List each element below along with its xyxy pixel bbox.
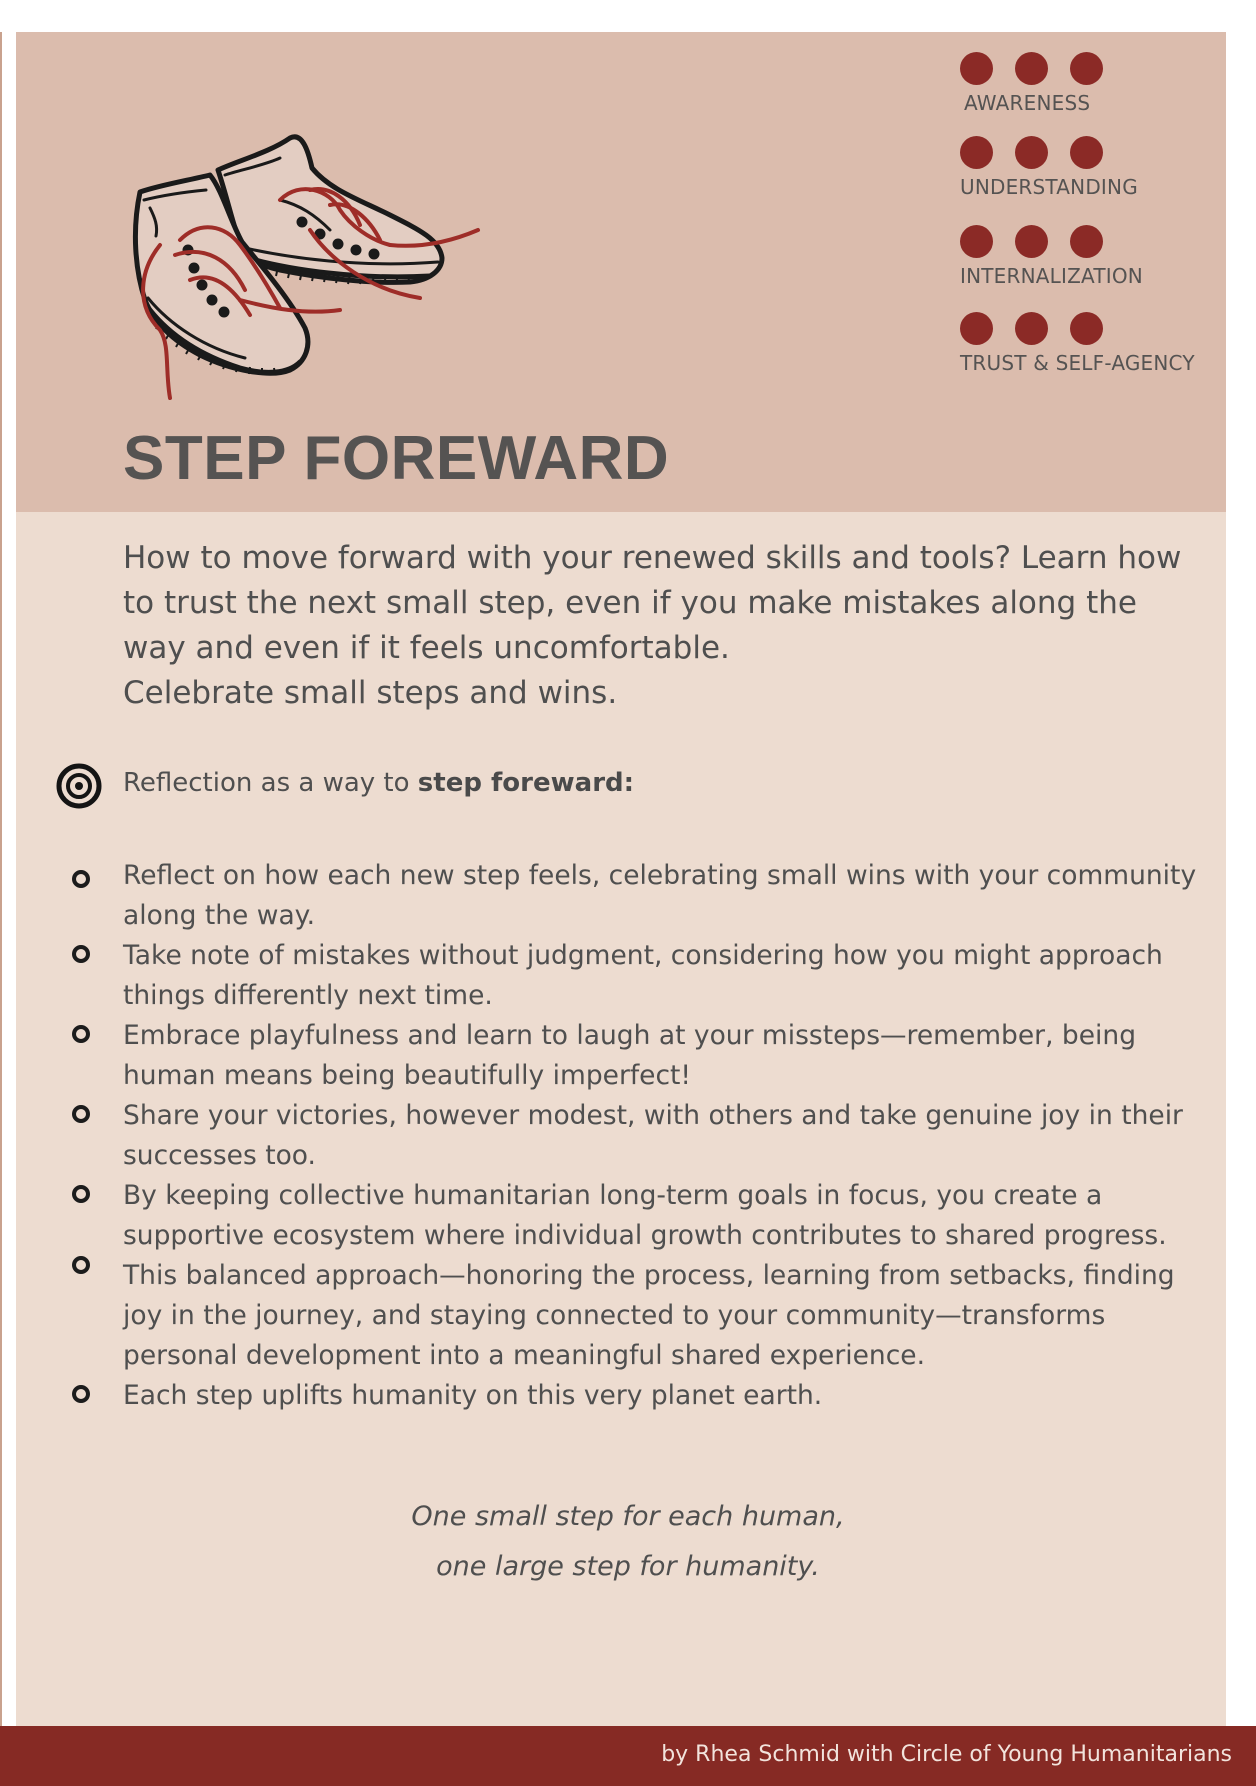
reflection-emphasis: step foreward: (417, 768, 635, 798)
page-edge (0, 32, 2, 1726)
target-icon (56, 763, 102, 809)
list-item-text: By keeping collective humanitarian long-term goals in focus, you create a supportive ecosystem where individual growth contributes to shared progress. (123, 1180, 1167, 1251)
list-item-text: Share your victories, however modest, with others and take genuine joy in their successes too. (123, 1100, 1183, 1171)
list-item-text: Each step uplifts humanity on this very planet earth. (123, 1380, 823, 1411)
level-dot (1015, 312, 1048, 345)
footer-bar (0, 1726, 1256, 1786)
level-label: TRUST & SELF-AGENCY (960, 351, 1195, 375)
circle-bullet-icon (72, 1025, 90, 1043)
level-dots (960, 225, 1143, 258)
level-awareness (960, 52, 1103, 115)
circle-bullet-icon (72, 1105, 90, 1123)
circle-bullet-icon (72, 1185, 90, 1203)
level-dots (960, 136, 1138, 169)
level-label: INTERNALIZATION (960, 264, 1143, 288)
level-dot (1070, 312, 1103, 345)
level-dot (1070, 52, 1103, 85)
level-dot (960, 312, 993, 345)
circle-bullet-icon (72, 945, 90, 963)
circle-bullet-icon (72, 1385, 90, 1403)
circle-bullet-icon (72, 870, 90, 888)
level-label: UNDERSTANDING (960, 175, 1138, 199)
list-item-text: Embrace playfulness and learn to laugh at your missteps—remember, being human means being beautifully imperfect! (123, 1020, 1137, 1091)
level-label: AWARENESS (964, 91, 1091, 115)
level-dot (1070, 136, 1103, 169)
list-item-text: This balanced approach—honoring the process, learning from setbacks, finding joy in the journey, and staying connected to your community—transforms personal development into a meaningful shared experience. (123, 1260, 1175, 1371)
circle-bullet-icon (72, 1256, 90, 1274)
quote-line-2: one large step for humanity. (436, 1551, 820, 1582)
list-item-text: Take note of mistakes without judgment, considering how you might approach things differently next time. (123, 940, 1163, 1011)
level-dots (960, 52, 1103, 85)
page-title: STEP FOREWARD (123, 424, 670, 493)
level-dots (960, 312, 1195, 345)
list-item-text: Reflect on how each new step feels, celebrating small wins with your community along the way. (123, 860, 1197, 931)
intro-text (123, 536, 1203, 716)
level-dot (960, 225, 993, 258)
level-dot (1015, 136, 1048, 169)
level-dot (960, 136, 993, 169)
reflection-prefix: Reflection as a way to (123, 768, 418, 798)
intro-paragraph: How to move forward with your renewed skills and tools? Learn how to trust the next small step, even if you make mistakes along the way and even if it feels uncomfortable. (123, 540, 1182, 666)
level-dot (1070, 225, 1103, 258)
quote-line-1: One small step for each human, (411, 1501, 845, 1532)
sneakers-illustration (130, 130, 510, 430)
level-understanding (960, 136, 1138, 199)
level-internalization (960, 225, 1143, 288)
level-trust-self-agency (960, 312, 1195, 375)
level-dot (960, 52, 993, 85)
closing-quote (0, 1492, 1256, 1592)
intro-celebrate: Celebrate small steps and wins. (123, 675, 618, 711)
reflection-heading (123, 768, 634, 798)
level-dot (1015, 52, 1048, 85)
footer-credit: by Rhea Schmid with Circle of Young Humanitarians (661, 1742, 1232, 1767)
level-dot (1015, 225, 1048, 258)
